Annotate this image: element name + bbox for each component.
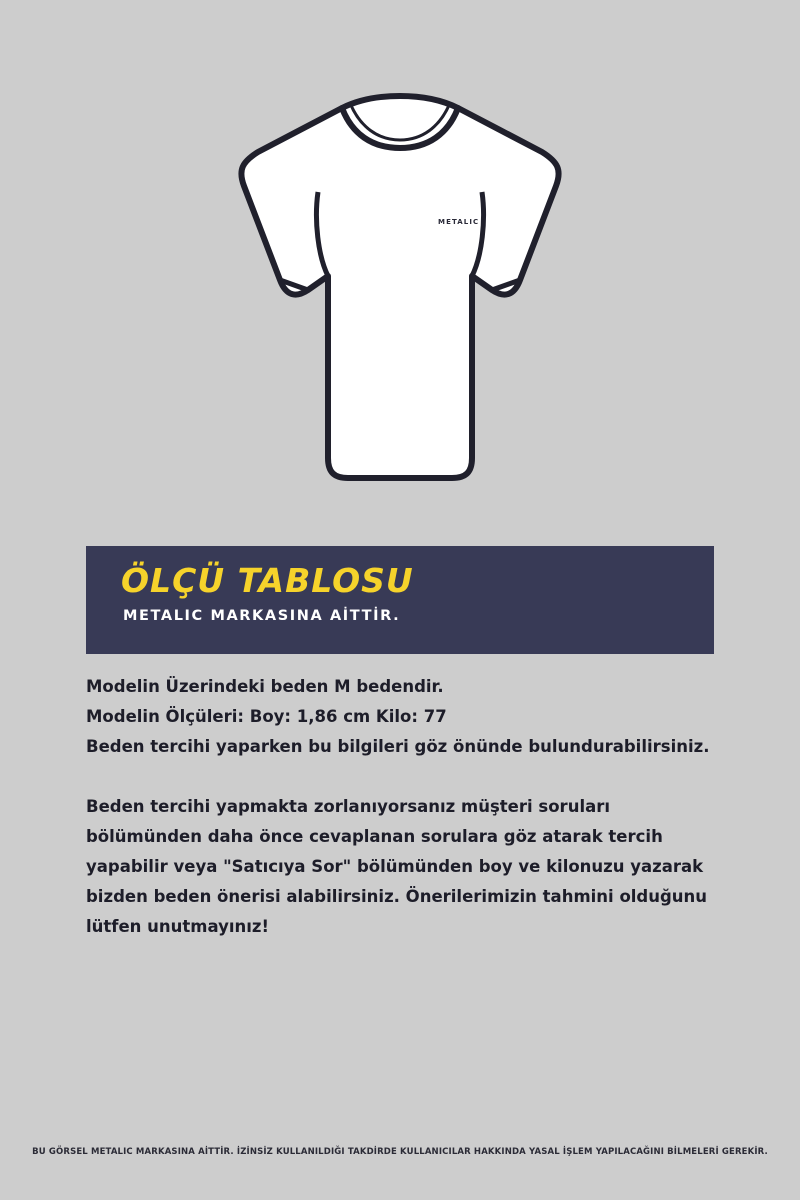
body-copy <box>86 672 746 942</box>
info-block-model <box>86 672 746 762</box>
footer <box>0 1139 800 1158</box>
product-image <box>0 90 800 520</box>
info-block-guidance <box>86 792 746 942</box>
banner-subtitle: METALIC MARKASINA AİTTİR. <box>123 608 401 624</box>
info-line: bölümünden daha önce cevaplanan sorulara göz atarak tercih <box>86 827 663 846</box>
info-line: bizden beden önerisi alabilirsiniz. Önerilerimizin tahmini olduğunu <box>86 887 708 906</box>
garment-brand-print: METALIC <box>438 218 480 226</box>
footer-disclaimer: BU GÖRSEL METALIC MARKASINA AİTTİR. İZİNSİZ KULLANILDIĞI TAKDİRDE KULLANICILAR HAKKINDA YASAL İŞLEM YAPILACAĞINI BİLMELERİ GEREKİR. <box>32 1147 768 1157</box>
tshirt-icon <box>190 90 610 500</box>
title-banner <box>86 546 714 654</box>
info-line: Modelin Üzerindeki beden M bedendir. <box>86 677 444 696</box>
banner-title: ÖLÇÜ TABLOSU <box>121 561 414 600</box>
info-line: lütfen unutmayınız! <box>86 917 270 936</box>
info-line: Modelin Ölçüleri: Boy: 1,86 cm Kilo: 77 <box>86 707 447 726</box>
info-line: Beden tercihi yaparken bu bilgileri göz önünde bulundurabilirsiniz. <box>86 737 710 756</box>
info-line: Beden tercihi yapmakta zorlanıyorsanız müşteri soruları <box>86 797 611 816</box>
info-line: yapabilir veya "Satıcıya Sor" bölümünden boy ve kilonuzu yazarak <box>86 857 704 876</box>
